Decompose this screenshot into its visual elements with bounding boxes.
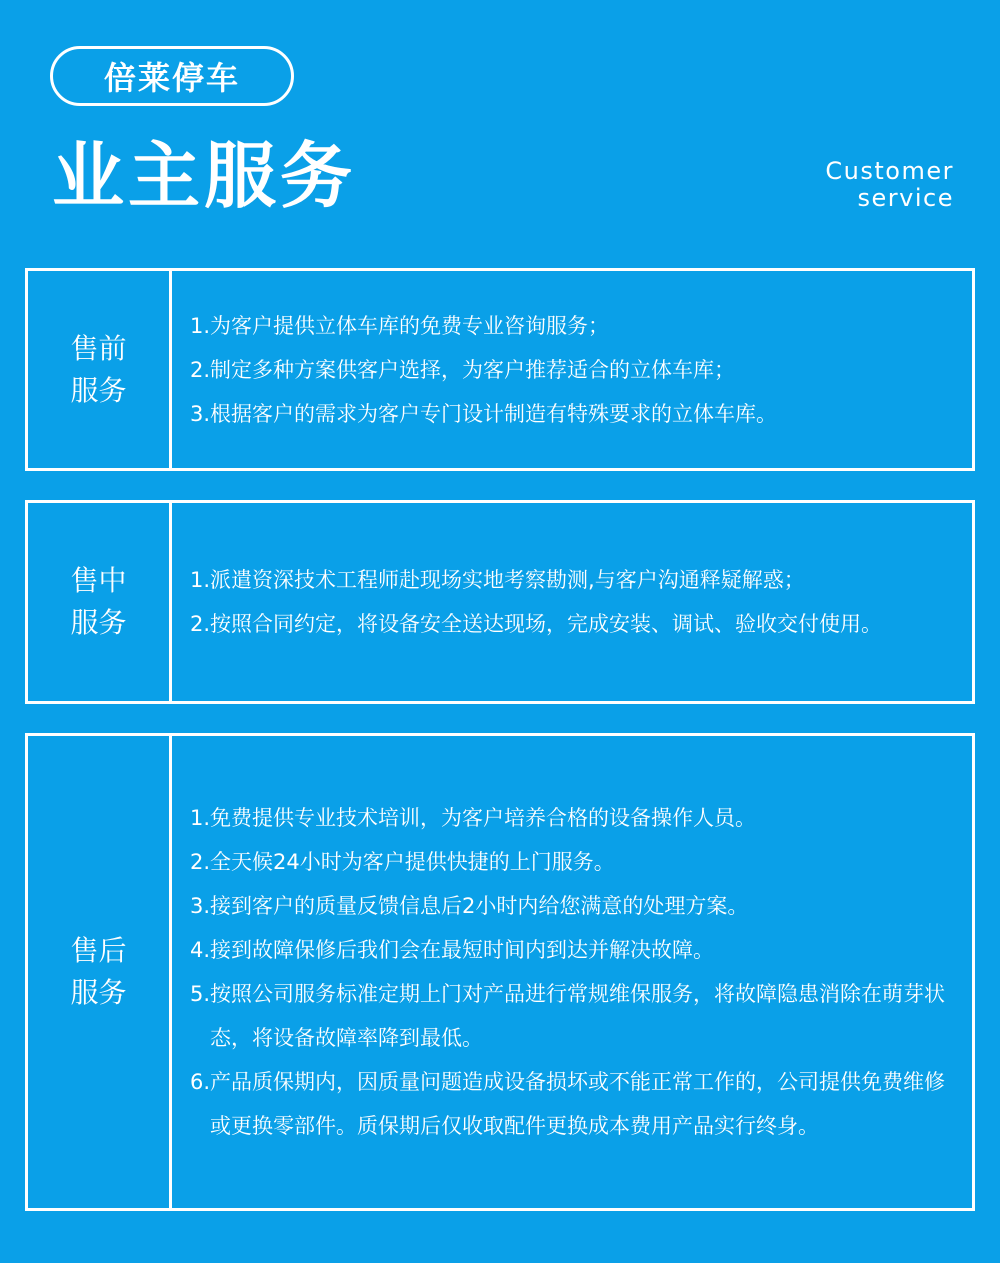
- section-list: [172, 503, 972, 701]
- list-item-number: 3.: [190, 894, 211, 918]
- list-item-number: 4.: [190, 938, 211, 962]
- list-item-text: 全天候24小时为客户提供快捷的上门服务。: [210, 850, 615, 874]
- list-item-text: 按照合同约定，将设备安全送达现场，完成安装、调试、验收交付使用。: [210, 612, 883, 636]
- brand-name: 倍莱停车: [103, 59, 240, 97]
- section-heading-line-2: 服务: [70, 373, 127, 407]
- list-item: [190, 928, 954, 972]
- section-heading-line-1: 售前: [70, 331, 127, 365]
- list-item-text: 接到故障保修后我们会在最短时间内到达并解决故障。: [210, 938, 715, 962]
- list-item-number: 2.: [190, 357, 211, 382]
- section-heading: [28, 503, 172, 701]
- list-item: [190, 392, 954, 436]
- list-item: [190, 1060, 954, 1148]
- list-item: [190, 558, 954, 602]
- list-item: [190, 840, 954, 884]
- section-heading: [28, 271, 172, 468]
- in-sales-panel: [25, 500, 975, 704]
- list-item-number: 1.: [190, 806, 211, 830]
- list-item-number: 3.: [190, 401, 211, 426]
- list-item: [190, 602, 954, 646]
- list-item-text: 制定多种方案供客户选择，为客户推荐适合的立体车库；: [210, 357, 736, 382]
- section-list: [172, 736, 972, 1208]
- list-item-number: 1.: [190, 568, 211, 592]
- list-item-number: 2.: [190, 612, 211, 636]
- list-item-text: 按照公司服务标准定期上门对产品进行常规维保服务，将故障隐患消除在萌芽状态，将设备故障率降到最低。: [210, 982, 946, 1050]
- pre-sales-panel: [25, 268, 975, 471]
- list-item-text: 为客户提供立体车库的免费专业咨询服务；: [210, 313, 610, 338]
- list-item-number: 6.: [190, 1070, 211, 1094]
- subtitle-line-1: Customer: [825, 157, 954, 185]
- list-item: [190, 884, 954, 928]
- list-item: [190, 348, 954, 392]
- page-subtitle: [825, 158, 954, 212]
- list-item-number: 5.: [190, 982, 211, 1006]
- brand-badge: [50, 46, 294, 106]
- list-item-text: 接到客户的质量反馈信息后2小时内给您满意的处理方案。: [210, 894, 749, 918]
- section-list: [172, 271, 972, 468]
- section-heading-line-1: 售后: [70, 934, 127, 967]
- subtitle-line-2: service: [857, 184, 954, 212]
- list-item-text: 根据客户的需求为客户专门设计制造有特殊要求的立体车库。: [210, 401, 778, 426]
- list-item-number: 1.: [190, 313, 211, 338]
- list-item-text: 派遣资深技术工程师赴现场实地考察勘测,与客户沟通释疑解惑；: [210, 568, 805, 592]
- after-sales-panel: [25, 733, 975, 1211]
- list-item-text: 产品质保期内，因质量问题造成设备损坏或不能正常工作的，公司提供免费维修或更换零部件。质保期后仅收取配件更换成本费用产品实行终身。: [210, 1070, 946, 1138]
- section-heading: [28, 736, 172, 1208]
- section-heading-line-2: 服务: [70, 606, 127, 639]
- list-item: [190, 304, 954, 348]
- list-item: [190, 972, 954, 1060]
- list-item: [190, 796, 954, 840]
- list-item-number: 2.: [190, 850, 211, 874]
- section-heading-line-1: 售中: [70, 564, 127, 597]
- page-title: 业主服务: [52, 134, 357, 218]
- section-heading-line-2: 服务: [70, 976, 127, 1009]
- list-item-text: 免费提供专业技术培训，为客户培养合格的设备操作人员。: [210, 806, 757, 830]
